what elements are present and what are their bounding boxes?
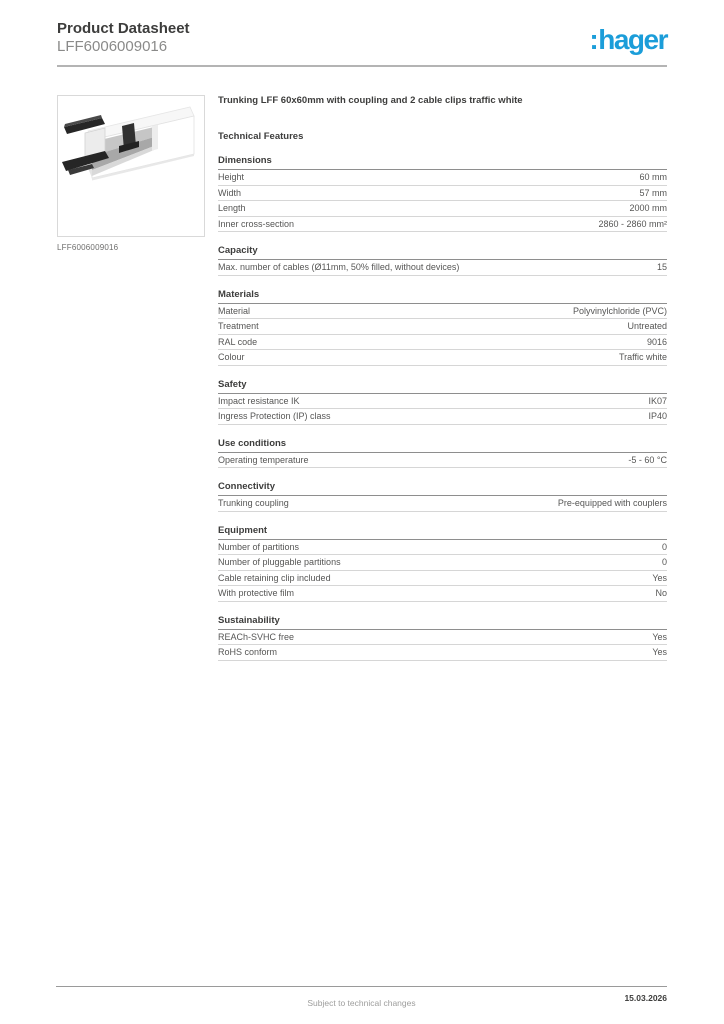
spec-label: With protective film <box>218 588 295 598</box>
spec-row <box>218 409 667 425</box>
spec-label: Ingress Protection (IP) class <box>218 411 331 421</box>
spec-row <box>218 571 667 587</box>
footer <box>56 986 667 1011</box>
spec-label: Material <box>218 305 251 316</box>
section-title: Equipment <box>218 525 667 540</box>
spec-label: Operating temperature <box>218 454 309 465</box>
product-reference: LFF6006009016 <box>57 38 168 55</box>
spec-label: Cable retaining clip included <box>218 572 331 583</box>
product-image-caption: LFF6006009016 <box>57 243 119 252</box>
spec-label: Height <box>218 172 245 182</box>
spec-value: 0 <box>661 557 667 567</box>
spec-row <box>218 540 667 556</box>
section-title: Dimensions <box>218 155 667 170</box>
footer-note: Subject to technical changes <box>307 998 416 1008</box>
spec-label: Colour <box>218 352 245 362</box>
spec-row <box>218 201 667 217</box>
spec-label: Treatment <box>218 321 259 331</box>
product-image-column <box>57 95 206 661</box>
spec-label: RoHS conform <box>218 647 278 657</box>
main-content <box>57 95 667 661</box>
section-use-conditions <box>218 438 667 469</box>
spec-row <box>218 304 667 320</box>
spec-row <box>218 586 667 602</box>
spec-value: Yes <box>652 647 667 657</box>
section-connectivity <box>218 481 667 512</box>
spec-value: 9016 <box>646 336 667 347</box>
section-title: Materials <box>218 289 667 304</box>
spec-value: IP40 <box>648 411 667 421</box>
spec-row <box>218 217 667 233</box>
header <box>57 0 667 67</box>
section-title: Sustainability <box>218 615 667 630</box>
section-equipment <box>218 525 667 602</box>
spec-label: Impact resistance IK <box>218 395 300 406</box>
spec-label: Width <box>218 187 242 198</box>
hager-logo <box>589 25 667 55</box>
spec-value: Yes <box>652 572 667 583</box>
section-safety <box>218 379 667 425</box>
logo-wordmark: hager <box>598 24 667 55</box>
spec-label: Trunking coupling <box>218 498 289 508</box>
spec-value: No <box>655 588 667 598</box>
spec-value: Yes <box>652 631 667 642</box>
spec-value: IK07 <box>648 395 667 406</box>
spec-label: Number of pluggable partitions <box>218 557 341 567</box>
spec-label: RAL code <box>218 336 258 347</box>
section-title: Use conditions <box>218 438 667 453</box>
spec-value: 57 mm <box>639 187 667 198</box>
spec-value: 0 <box>661 541 667 552</box>
spec-row <box>218 496 667 512</box>
spec-label: Length <box>218 203 246 213</box>
spec-value: 15 <box>656 262 667 272</box>
spec-value: Untreated <box>627 321 667 331</box>
section-capacity <box>218 245 667 276</box>
logo-colon: : <box>589 24 598 55</box>
product-image <box>57 95 205 237</box>
section-sustainability <box>218 615 667 661</box>
spec-row <box>218 394 667 410</box>
section-title: Capacity <box>218 245 667 260</box>
section-dimensions <box>218 155 667 232</box>
technical-features-heading: Technical Features <box>218 131 304 142</box>
specifications-column <box>218 95 667 661</box>
spec-label: Max. number of cables (Ø11mm, 50% filled, without devices) <box>218 262 460 272</box>
spec-value: 2860 - 2860 mm² <box>598 218 667 229</box>
section-title: Safety <box>218 379 667 394</box>
spec-value: 60 mm <box>639 172 667 182</box>
footer-date: 15.03.2026 <box>624 993 667 1003</box>
section-title: Connectivity <box>218 481 667 496</box>
spec-row <box>218 260 667 276</box>
header-titles <box>57 20 190 56</box>
spec-value: Pre-equipped with couplers <box>557 498 667 508</box>
spec-row <box>218 170 667 186</box>
spec-label: Number of partitions <box>218 541 300 552</box>
spec-row <box>218 335 667 351</box>
spec-row <box>218 645 667 661</box>
spec-row <box>218 555 667 571</box>
spec-value: Traffic white <box>618 352 667 362</box>
section-materials <box>218 289 667 366</box>
product-title: Trunking LFF 60x60mm with coupling and 2 cable clips traffic white <box>218 95 523 106</box>
spec-label: REACh-SVHC free <box>218 631 295 642</box>
spec-value: 2000 mm <box>629 203 667 213</box>
spec-value: Polyvinylchloride (PVC) <box>572 305 667 316</box>
spec-row <box>218 630 667 646</box>
spec-row <box>218 350 667 366</box>
spec-row <box>218 186 667 202</box>
page-title: Product Datasheet <box>57 20 190 37</box>
spec-row <box>218 319 667 335</box>
spec-label: Inner cross-section <box>218 218 295 229</box>
spec-value: -5 - 60 °C <box>628 454 667 465</box>
trunking-illustration <box>58 96 204 236</box>
spec-row <box>218 453 667 469</box>
